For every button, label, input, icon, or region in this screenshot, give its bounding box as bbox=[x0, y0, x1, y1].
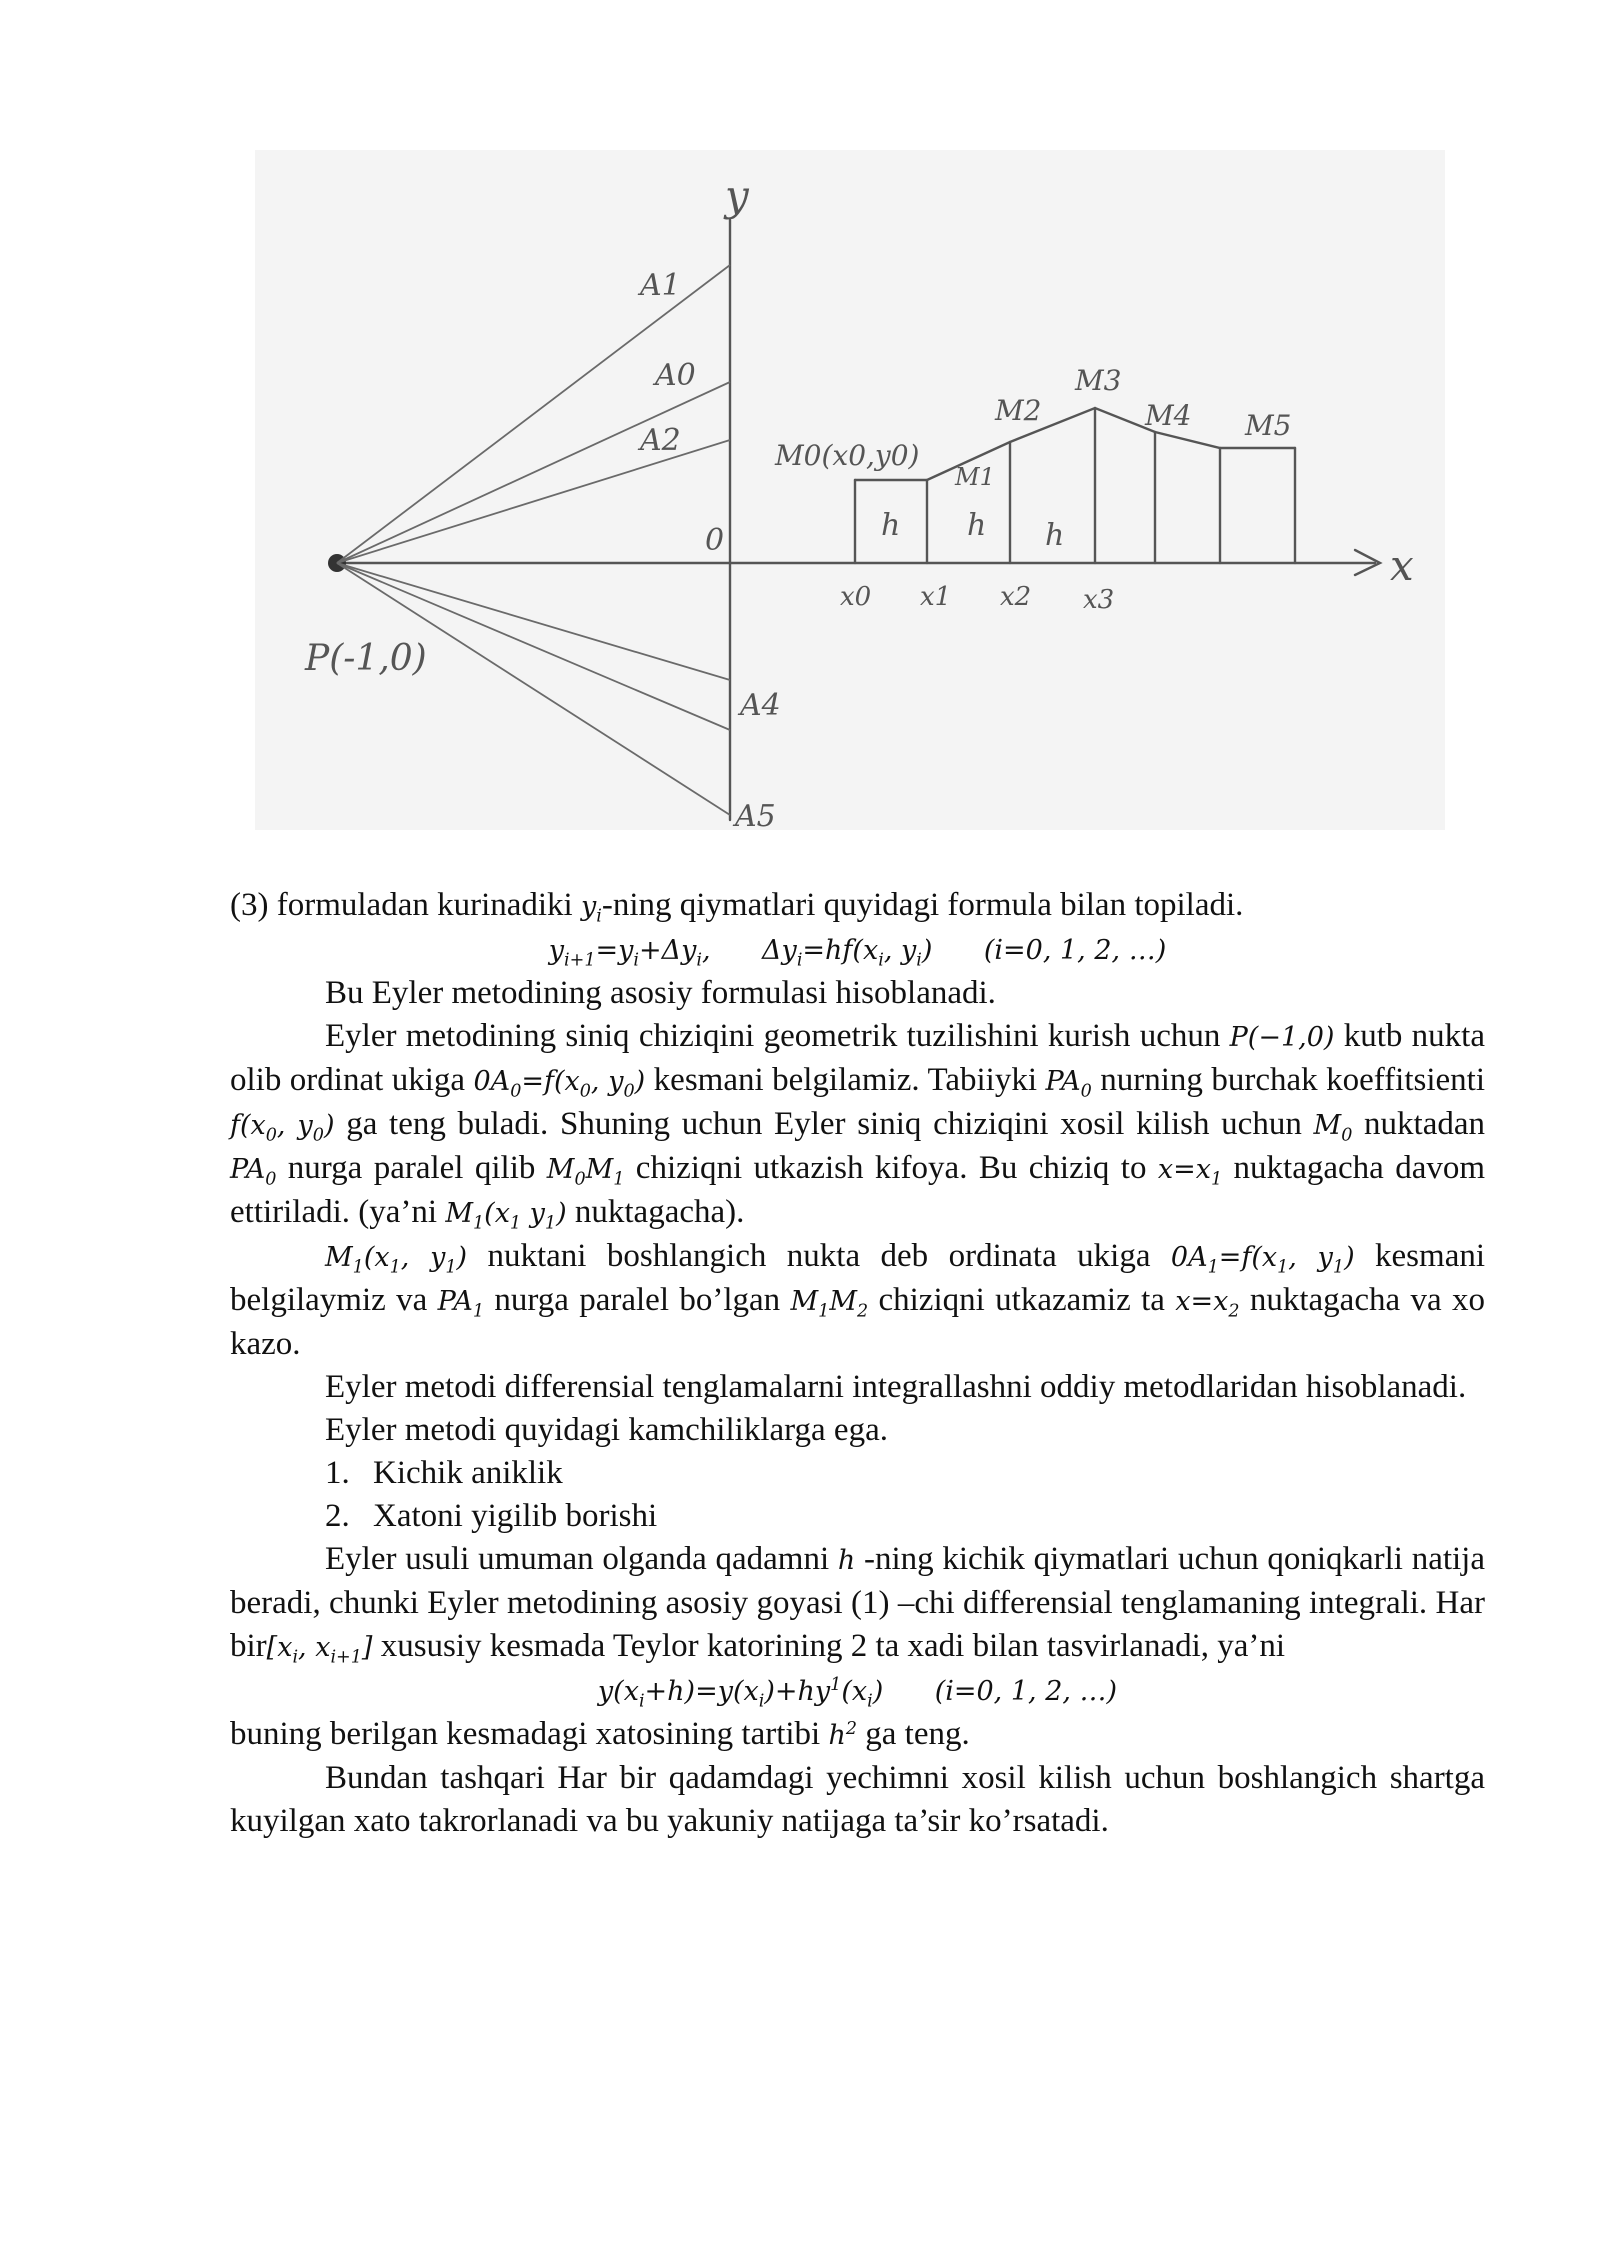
p9-b: ga teng. bbox=[857, 1716, 970, 1752]
y-axis-label: y bbox=[725, 171, 749, 220]
p1-text-a: (3) formuladan kurinadiki bbox=[230, 887, 581, 923]
euler-polyline bbox=[855, 408, 1295, 480]
p5-c: nurga paralel bo’lgan bbox=[483, 1282, 791, 1318]
paragraph-8 bbox=[230, 1538, 1485, 1669]
math-x2: $x=x_2$ bbox=[1175, 1286, 1240, 1322]
p4-h: chiziqni utkazish kifoya. Bu chiziq to bbox=[624, 1150, 1158, 1186]
paragraph-5 bbox=[230, 1235, 1485, 1366]
p9-a: buning berilgan kesmadagi xatosining tartibi bbox=[230, 1716, 829, 1752]
p4-i: nuktagacha davom ettiriladi. (ya’ni bbox=[230, 1150, 1486, 1230]
paragraph-1 bbox=[230, 884, 1485, 928]
p5-d: chiziqni utkazamiz ta bbox=[868, 1282, 1176, 1318]
taylor-formula: $y(x_i+h)=y(x_i)+hy^1(x_i)$ (i=0, 1, 2, …) bbox=[597, 1675, 1118, 1712]
pole-label: P(-1,0) bbox=[305, 638, 427, 679]
label-M3: M3 bbox=[1075, 364, 1122, 397]
label-M5: M5 bbox=[1245, 409, 1292, 442]
math-M0: $M_0$ bbox=[1313, 1110, 1353, 1146]
p4-f: nuktadan bbox=[1352, 1106, 1486, 1142]
math-f0: $f(x_0$, $y_0$) bbox=[230, 1110, 335, 1146]
math-interval: [$x_i$, $x_{i+1}$] bbox=[266, 1632, 373, 1668]
label-M1: M1 bbox=[955, 463, 995, 491]
list-item bbox=[325, 1452, 1485, 1495]
step-h-3: h bbox=[1045, 518, 1065, 553]
label-x2: x2 bbox=[1000, 582, 1032, 612]
p8-a: Eyler usuli umuman olganda qadamni bbox=[325, 1541, 838, 1577]
label-A0: A0 bbox=[655, 358, 696, 393]
label-A4: A4 bbox=[740, 688, 781, 723]
step-h-2: h bbox=[967, 508, 987, 543]
math-M0M1: $M_0M_1$ bbox=[546, 1154, 625, 1190]
label-x0: x0 bbox=[840, 582, 872, 612]
label-x1: x1 bbox=[920, 582, 952, 612]
math-h: h bbox=[837, 1545, 856, 1576]
math-0A0: $0A_0=f(x_0$, $y_0$) bbox=[473, 1066, 646, 1102]
p4-b: kutb nukta olib ordinat ukiga bbox=[230, 1018, 1485, 1098]
math-yi: $y_i$ bbox=[580, 891, 602, 927]
p5-e: nuktagacha va xo kazo. bbox=[230, 1282, 1485, 1362]
math-P: P(−1,0) bbox=[1229, 1022, 1335, 1053]
math-h2: $h^2$ bbox=[828, 1719, 858, 1751]
paragraph-3: Bu Eyler metodining asosiy formulasi hisoblanadi. bbox=[325, 975, 996, 1011]
list-number: 1. bbox=[325, 1455, 350, 1491]
ray-A1 bbox=[337, 265, 730, 563]
math-PA1: $PA_1$ bbox=[437, 1286, 484, 1322]
label-x3: x3 bbox=[1083, 585, 1115, 615]
ray-A2 bbox=[337, 440, 730, 563]
drawbacks-list bbox=[230, 1452, 1485, 1538]
list-item bbox=[325, 1495, 1485, 1538]
list-text: Kichik aniklik bbox=[373, 1455, 563, 1491]
label-A5: A5 bbox=[735, 799, 776, 830]
document-body bbox=[230, 884, 1485, 1843]
label-M0: M0(x0,y0) bbox=[775, 439, 920, 472]
p5-b: kesmani belgilaymiz va bbox=[230, 1238, 1486, 1318]
paragraph-9 bbox=[230, 1713, 1485, 1757]
math-PA0: $PA_0$ bbox=[1045, 1066, 1092, 1102]
label-A1: A1 bbox=[640, 268, 681, 303]
p8-b: -ning kichik qiymatlari uchun qoniqkarli natija beradi, chunki Eyler metodining asosiy goyasi (1) –chi differensial tenglamaning integrali. Har bir bbox=[230, 1541, 1486, 1664]
paragraph-7: Eyler metodi quyidagi kamchiliklarga ega. bbox=[325, 1412, 888, 1448]
step-h-1: h bbox=[881, 508, 901, 543]
p5-a: nuktani boshlangich nukta deb ordinata ukiga bbox=[467, 1238, 1171, 1274]
p8-c: xususiy kesmada Teylor katorining 2 ta xadi bilan tasvirlanadi, ya’ni bbox=[372, 1628, 1286, 1664]
label-M2: M2 bbox=[995, 394, 1042, 427]
p1-text-b: -ning qiymatlari quyidagi formula bilan topiladi. bbox=[601, 887, 1244, 923]
label-M4: M4 bbox=[1145, 399, 1192, 432]
paragraph-6: Eyler metodi differensial tenglamalarni integrallashni oddiy metodlaridan hisoblanadi. bbox=[325, 1369, 1467, 1405]
origin-label: 0 bbox=[705, 523, 725, 558]
euler-sketch bbox=[255, 150, 1445, 830]
paragraph-4 bbox=[230, 1015, 1485, 1235]
p4-d: nurning burchak koeffitsienti bbox=[1091, 1062, 1485, 1098]
math-M1b: $M_1(x_1$, $y_1$) bbox=[325, 1242, 468, 1278]
list-number: 2. bbox=[325, 1498, 350, 1534]
p4-g: nurga paralel qilib bbox=[276, 1150, 547, 1186]
p4-a: Eyler metodining siniq chiziqini geometrik tuzilishini kurish uchun bbox=[325, 1018, 1230, 1054]
euler-formula: $y_{i+1}=y_i+\Delta y_i$, $\Delta y_i=hf(x_i$, $y_i$) (i=0, 1, 2, …) bbox=[548, 935, 1167, 971]
math-M1: $M_1(x_1$ $y_1$) bbox=[445, 1198, 567, 1234]
list-text: Xatoni yigilib borishi bbox=[373, 1498, 658, 1534]
euler-method-figure bbox=[255, 150, 1445, 830]
p4-c: kesmani belgilamiz. Tabiiyki bbox=[645, 1062, 1046, 1098]
math-M1M2: $M_1M_2$ bbox=[790, 1286, 869, 1322]
p4-e: ga teng buladi. Shuning uchun Eyler siniq chiziqini xosil kilish uchun bbox=[334, 1106, 1314, 1142]
math-x1: $x=x_1$ bbox=[1157, 1154, 1223, 1190]
paragraph-10: Bundan tashqari Har bir qadamdagi yechimni xosil kilish uchun boshlangich shartga kuyilgan xato takrorlanadi va bu yakuniy natijaga ta’sir ko’rsatadi. bbox=[230, 1760, 1485, 1839]
ray-A5 bbox=[337, 563, 730, 815]
p4-j: nuktagacha). bbox=[566, 1194, 745, 1230]
x-axis-label: x bbox=[1390, 541, 1414, 590]
label-A2: A2 bbox=[640, 423, 681, 458]
ray-A0 bbox=[337, 382, 730, 563]
math-0A1: $0A_1=f(x_1$, $y_1$) bbox=[1170, 1242, 1355, 1278]
math-PA0b: $PA_0$ bbox=[230, 1154, 277, 1190]
